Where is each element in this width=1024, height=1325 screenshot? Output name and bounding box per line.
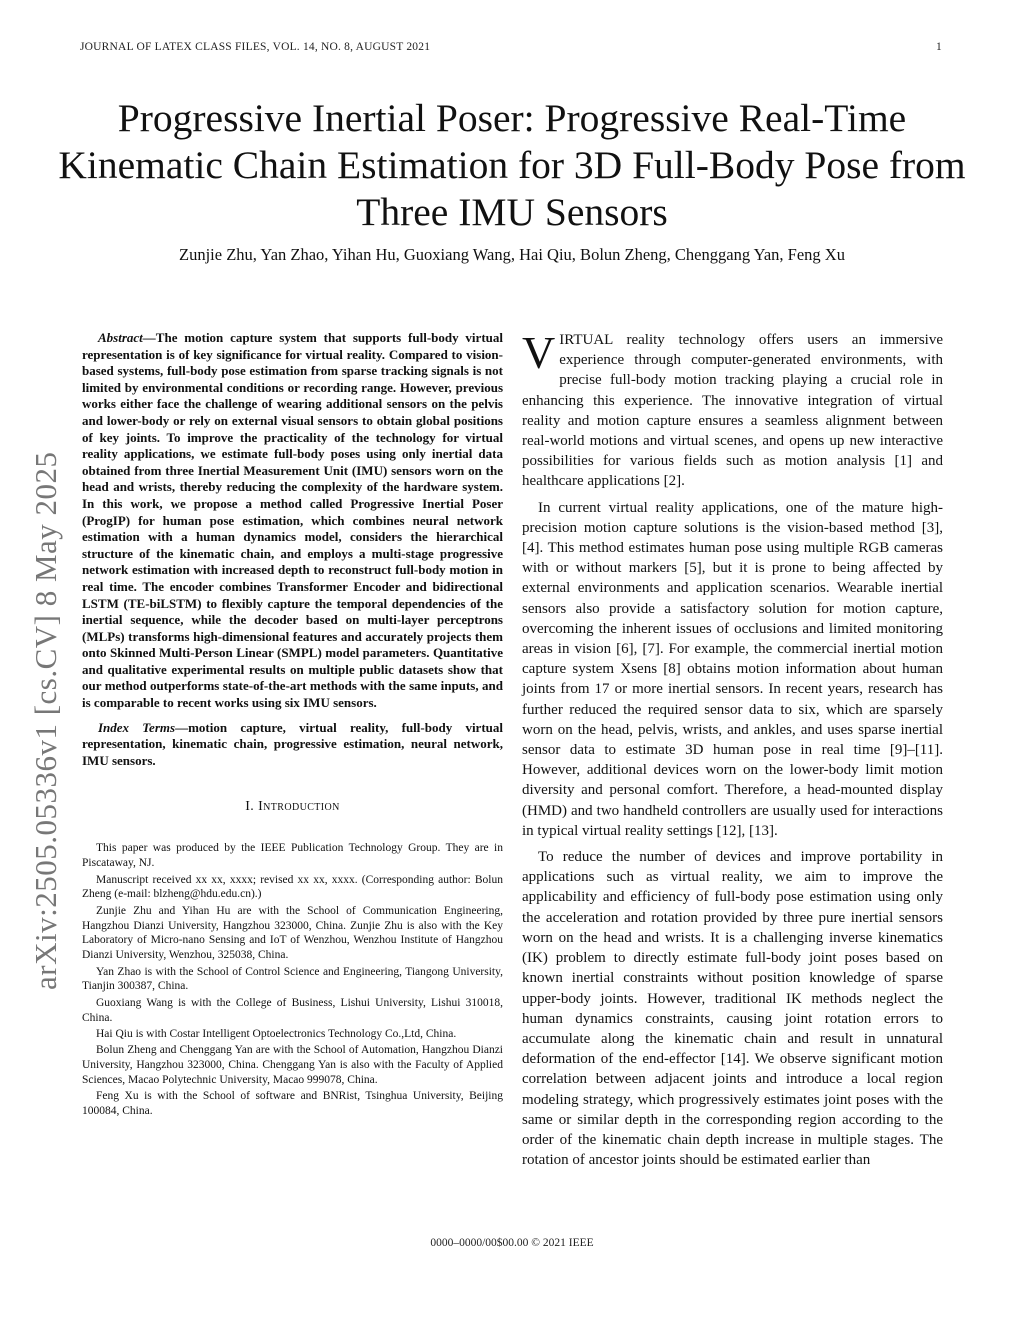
- paper-title: Progressive Inertial Poser: Progressive Real-Time Kinematic Chain Estimation for 3D Full-Body Pose from Three IMU Sensors: [58, 96, 966, 234]
- page-number: 1: [936, 41, 942, 53]
- footnote: Guoxiang Wang is with the College of Business, Lishui University, Lishui 310018, China.: [82, 996, 503, 1024]
- copyright-footer: 0000–0000/00$00.00 © 2021 IEEE: [430, 1237, 594, 1249]
- drop-cap: V: [522, 327, 556, 378]
- footnote: Feng Xu is with the School of software and BNRist, Tsinghua University, Beijing 100084, China.: [82, 1090, 503, 1118]
- intro-paragraph-2: In current virtual reality applications, one of the mature high-precision motion capture solutions is the vision-based method [3], [4]. This method estimates human pose using multiple RGB cameras with or without markers [5], but it is prone to being affected by external environments and application scenarios. Wearable inertial sensors also provide a satisfactory solution for motion capture, overcoming the inherent issues of occlusions and limited monitoring areas in vision [6], [7]. For example, the commercial inertial motion capture system Xsens [8] obtains motion information about human joints from 17 or more inertial sensors. In recent years, research has further reduced the required sensor data to six, which are sparsely worn on the head, pelvis, wrists, and ankles, and uses sparse inertial sensor data to estimate 3D human pose in real time [9]–[11]. However, additional devices worn on the lower-body limit motion diversity and personal comfort. Therefore, a head-mounted display (HMD) and two handheld controllers are usually used for interactions in typical virtual reality settings [12], [13].: [522, 499, 943, 839]
- footnotes: [82, 841, 503, 1119]
- footnote: Bolun Zheng and Chenggang Yan are with the School of Automation, Hangzhou Dianzi University, Hangzhou 323000, China. Chenggang Yan is also with the Faculty of Applied Sciences, Macao Polytechnic University, Macao 999078, China.: [82, 1044, 503, 1086]
- footnote: This paper was produced by the IEEE Publication Technology Group. They are in Piscataway, NJ.: [82, 842, 503, 870]
- abstract-text: The motion capture system that supports full-body virtual representation is of key significance for virtual reality. Compared to vision-based systems, full-body pose estimation from sparse tracking signals is not limited by environmental conditions or recording range. However, previous works either face the challenge of wearing additional sensors on the pelvis and lower-body or rely on external visual sensors to obtain global positions of key joints. To improve the practicality of the technology for virtual reality applications, we estimate full-body poses using only inertial data obtained from three Inertial Measurement Unit (IMU) sensors worn on the head and wrists, thereby reducing the complexity of the hardware system. In this work, we propose a method called Progressive Inertial Poser (ProgIP) for human pose estimation, which combines neural network estimation with a human dynamics model, considers the hierarchical structure of the kinematic chain, and employs a multi-stage progressive network estimation with increased depth to reconstruct full-body motion in real time. The encoder combines Transformer Encoder and bidirectional LSTM (TE-biLSTM) to flexibly capture the temporal dependencies of the inertial sequence, while the decoder based on multi-layer perceptrons (MLPs) transforms high-dimensional features and accurately projects them onto Skinned Multi-Person Linear (SMPL) model parameters. Quantitative and qualitative experimental results on multiple public datasets show that our method outperforms state-of-the-art methods with the same inputs, and is comparable to recent works using six IMU sensors.: [82, 330, 503, 711]
- left-column: [82, 330, 503, 1121]
- abstract-lead: Abstract—: [98, 330, 156, 345]
- arxiv-identifier: arXiv:2505.05336v1 [cs.CV] 8 May 2025: [28, 451, 63, 990]
- author-list: Zunjie Zhu, Yan Zhao, Yihan Hu, Guoxiang Wang, Hai Qiu, Bolun Zheng, Chenggang Yan, Feng Xu: [179, 245, 845, 264]
- footnote: Zunjie Zhu and Yihan Hu are with the School of Communication Engineering, Hangzhou Dianzi University, Hangzhou 323000, China. Zunjie Zhu is also with the Key Laboratory of Micro-nano Sensing and IoT of Wenzhou, Wenzhou Institute of Hangzhou Dianzi University, Wenzhou, 325038, China.: [82, 904, 503, 962]
- index-terms: [82, 720, 503, 770]
- right-column: [522, 327, 943, 1176]
- section-title: Introduction: [258, 799, 340, 815]
- abstract: [82, 330, 503, 712]
- section-number: I.: [245, 799, 259, 815]
- intro-paragraph-3: To reduce the number of devices and improve portability in applications such as virtual reality, we aim to improve the applicability and efficiency of full-body pose estimation using only the acceleration and rotation provided by three pure inertial sensors worn on the head and wrists. It is a challenging inverse kinematics (IK) problem to directly estimate full-body joint poses based on known inertial constraints without position knowledge of sparse upper-body joints. However, traditional IK methods neglect the human dynamics constraints, causing joint rotation errors to accumulate along the kinematic chain and result in unnatural deformation of the end-effector [14]. We observe significant motion correlation between adjacent joints and introduce a local region modeling strategy, which progressively estimates joint poses with the same or similar depth in the corresponding region according to the order of the kinematic chain depth increase in multiple stages. The rotation of ancestor joints should be estimated earlier than: [522, 849, 943, 1169]
- index-terms-lead: Index Terms: [98, 719, 176, 735]
- intro-paragraph-1: [522, 327, 943, 492]
- index-terms-text: —motion capture, virtual reality, full-body virtual representation, kinematic chain, progressive estimation, neural network, IMU sensors.: [82, 719, 503, 768]
- running-header: JOURNAL OF LATEX CLASS FILES, VOL. 14, NO. 8, AUGUST 2021: [80, 41, 431, 53]
- footnote: Hai Qiu is with Costar Intelligent Optoelectronics Technology Co.,Ltd, China.: [96, 1027, 457, 1040]
- intro-first-word: IRTUAL: [559, 332, 613, 348]
- section-heading: [82, 799, 503, 815]
- footnote: Yan Zhao is with the School of Control Science and Engineering, Tiangong University, Tianjin 300387, China.: [82, 965, 503, 993]
- intro-paragraph-1-text: reality technology offers users an immersive experience through computer-generated environments, with precise full-body motion tracking playing a crucial role in enhancing this experience. The innovative integration of virtual reality and motion capture ensures a seamless alignment between real-world motions and virtual scenes, and opens up new interactive possibilities for various fields such as motion analysis [1] and healthcare applications [2].: [522, 332, 943, 490]
- footnote: Manuscript received xx xx, xxxx; revised xx xx, xxxx. (Corresponding author: Bolun Zheng (e-mail: blzheng@hdu.edu.cn).): [82, 873, 503, 901]
